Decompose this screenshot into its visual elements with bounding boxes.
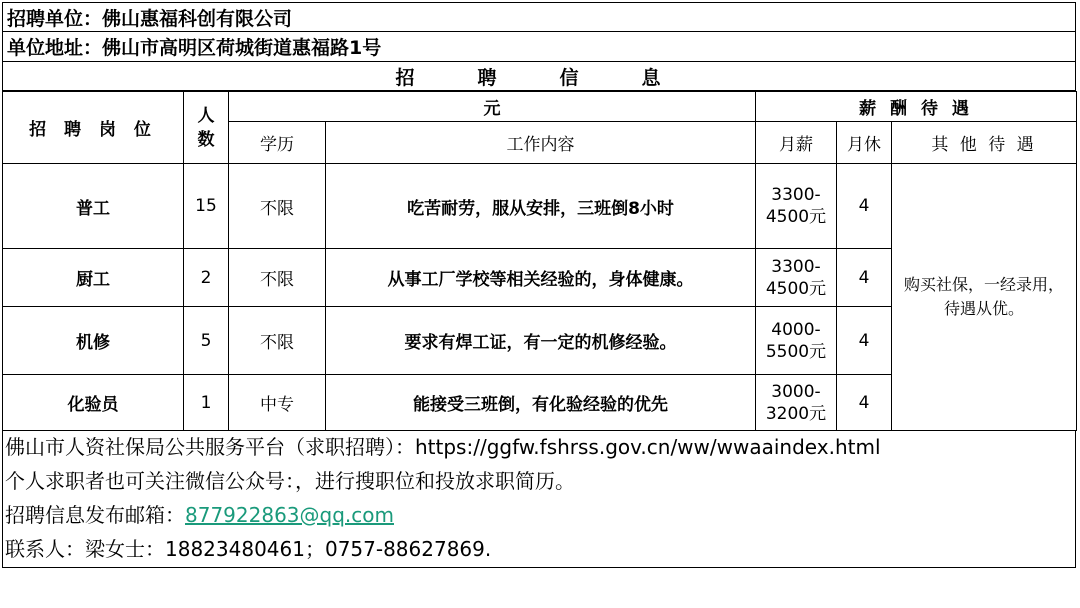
row-count: 15 [184,164,229,249]
header-position: 招 聘 岗 位 [3,92,184,164]
row-education: 不限 [229,307,326,375]
salary-line1: 3000- [771,381,821,402]
job-table [2,91,1077,431]
salary-line2: 4500元 [765,278,827,299]
row-position: 机修 [3,307,184,375]
contact-line: 联系人：梁女士：18823480461；0757-88627869. [5,537,492,561]
other-benefits-text: 购买社保，一经录用，待遇从优。 [892,164,1077,431]
row-content: 能接受三班倒，有化验经验的优先 [326,375,756,431]
salary-line1: 3300- [771,256,821,277]
salary-line1: 3300- [771,185,821,205]
platform-line: 佛山市人资社保局公共服务平台（求职招聘）：https://ggfw.fshrss.gov.cn/ww/wwaaindex.html [5,435,881,459]
section-title: 招 聘 信 息 [395,66,683,89]
row-rest: 4 [837,164,892,249]
header-count: 人数 [184,92,229,164]
header-yuan: 元 [229,92,756,122]
row-count: 2 [184,249,229,307]
row-position: 厨工 [3,249,184,307]
company-address: 单位地址：佛山市高明区荷城街道惠福路1号 [7,37,382,59]
row-content: 要求有焊工证，有一定的机修经验。 [326,307,756,375]
row-content: 从事工厂学校等相关经验的，身体健康。 [326,249,756,307]
table-row [3,164,1077,249]
row-salary [756,249,837,307]
email-link[interactable]: 877922863@qq.com [185,503,394,527]
row-content: 吃苦耐劳，服从安排，三班倒8小时 [326,164,756,249]
wechat-line: 个人求职者也可关注微信公众号：，进行搜职位和投放求职简历。 [5,469,575,493]
row-position: 普工 [3,164,184,249]
company-name-row [2,2,1076,32]
row-rest: 4 [837,249,892,307]
row-count: 1 [184,375,229,431]
row-salary [756,375,837,431]
row-education: 不限 [229,164,326,249]
row-rest: 4 [837,307,892,375]
row-salary [756,164,837,249]
section-title-row [2,62,1076,91]
salary-line2: 5500元 [765,341,827,362]
salary-line1: 4000- [771,319,821,340]
header-salary-group: 薪 酬 待 遇 [756,92,1077,122]
email-label: 招聘信息发布邮箱： [5,503,185,527]
salary-line2: 4500元 [765,207,827,227]
row-rest: 4 [837,375,892,431]
salary-line2: 3200元 [765,403,827,424]
company-address-row [2,32,1076,62]
row-education: 不限 [229,249,326,307]
email-line [5,498,1075,532]
row-count: 5 [184,307,229,375]
row-position: 化验员 [3,375,184,431]
row-education: 中专 [229,375,326,431]
company-name: 招聘单位：佛山惠福科创有限公司 [7,7,293,30]
row-salary [756,307,837,375]
header-job-content: 工作内容 [326,122,756,164]
header-monthly-salary: 月薪 [756,122,837,164]
header-education: 学历 [229,122,326,164]
contact-footer [2,430,1076,568]
header-other-benefits: 其 他 待 遇 [892,122,1077,164]
header-monthly-rest: 月休 [837,122,892,164]
recruitment-notice [2,2,1076,566]
